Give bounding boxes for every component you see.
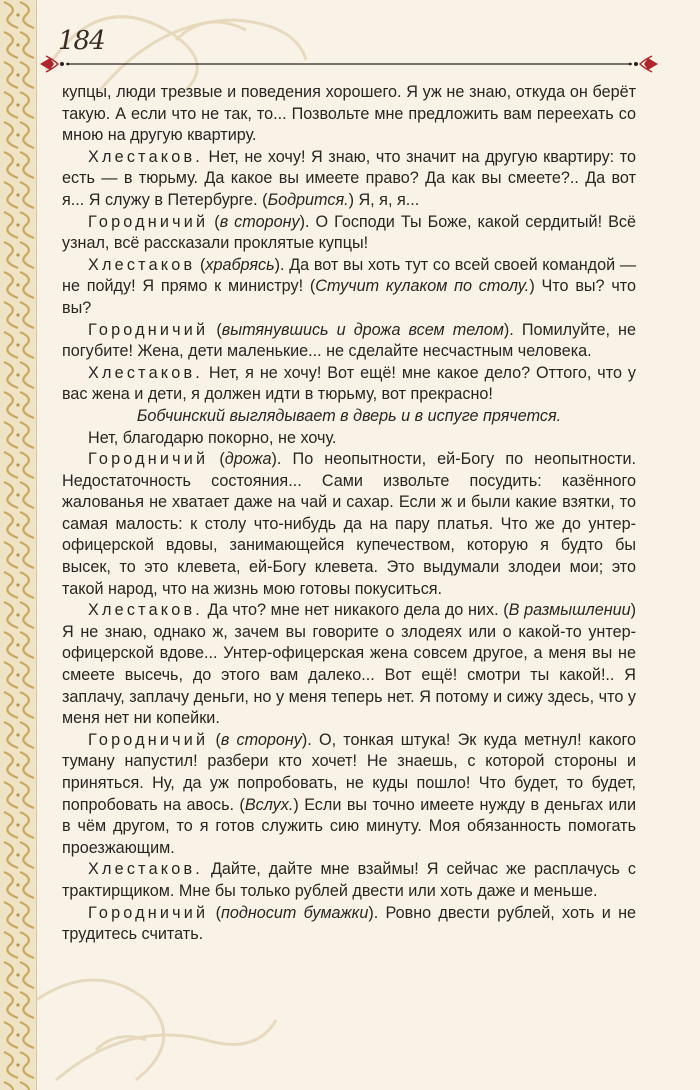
line-text: ( [208,903,221,922]
remark: дрожа [224,450,272,469]
speaker-name: Городничий [88,212,209,231]
paragraph [62,255,636,320]
line-text: ( [208,212,220,231]
line-text: Да что? мне нет никакого дела до них. ( [202,601,509,620]
line-text: Дайте, дайте мне взаймы! Я сейчас же расплачусь с трактирщиком. Мне бы только рублей двести или хоть даже и меньше. [62,860,636,900]
line-text: ). Ровно двести рублей, хоть и не трудитесь считать. [62,903,637,944]
remark: В размышлении [508,601,631,620]
play-text [62,82,636,946]
paragraph [62,212,636,255]
remark: храбрясь [205,255,275,274]
remark: Бобчинский выглядывает в дверь и в испуге прячется. [136,406,562,425]
speaker-name: Хлестаков [88,255,196,274]
decorative-border [0,0,37,1090]
speaker-name: Городничий [88,903,209,922]
line-text: ). О Господи Ты Боже, какой сердитый! Всё узнал, всё рассказали проклятые купцы! [62,212,636,253]
stage-direction [62,406,636,428]
remark: вытянувшись и дрожа всем телом [221,320,504,339]
remark: Вслух. [244,795,294,814]
line-text: ). Да вот вы хоть тут со всей своей командой — не пойду! Я прямо к министру! ( [62,255,637,296]
paragraph [62,859,636,902]
line-text: ) Я, я, я... [348,190,420,209]
line-text: ( [208,450,225,469]
line-text: ). По неопытности, ей-Богу по неопытности. Недостаточность состояния... Сами извольте посудить: казённого жалованья не хватает даже на чай и сахар. Если ж и были какие взятки, то самая малость: к столу что-нибудь да на пару платья. Что же до унтер-офицерской вдовы, занимающейся купечеством, которую я будто бы высек, то это клевета, ей-Богу клевета. Это выдумали злодеи мои; это такой народ, что на жизнь мою готовы покуситься. [62,450,636,598]
remark: Бодрится. [267,190,349,209]
speaker-name: Городничий [88,730,209,749]
left-ornament-icon [40,56,69,72]
paragraph [62,600,636,730]
line-text: купцы, люди трезвые и поведения хорошего. Я уж не знаю, откуда он берёт такую. А если что не так, то... Позвольте мне предложить вам переехать со мною на другую квартиру. [62,83,636,145]
speaker-name: Хлестаков. [88,601,203,620]
border-pattern-icon [0,0,36,1090]
paragraph [62,449,636,600]
remark: Стучит кулаком по столу. [315,277,530,296]
speaker-name: Хлестаков. [88,363,203,382]
paragraph [62,428,636,450]
line-text: ( [195,255,206,274]
paragraph [62,320,636,363]
speaker-name: Хлестаков. [88,860,203,879]
remark: в сторону [220,730,302,749]
line-text: Нет, не хочу! Я знаю, что значит на другую квартиру: то есть — в тюрьму. Да какое вы имеете право? Да как вы смеете?.. Да вот я... Я служу в Петербурге. ( [62,147,636,209]
paragraph [62,363,636,406]
line-text: ( [208,320,222,339]
right-ornament-icon [629,56,658,72]
remark: подносит бумажки [220,903,369,922]
speaker-name: Хлестаков. [88,147,203,166]
header-rule [40,52,658,76]
line-text: ) Я не знаю, однако ж, зачем вы говорите о злодеях или о какой-то унтер-офицерской вдове... Унтер-офицерская жена совсем другое, а меня вы не смеете высечь, до этого вам далеко... Вот ещё! смотри ты какой!.. Я заплачу, заплачу деньги, но у меня теперь нет. Я потому и сижу здесь, что у меня нет ни копейки. [62,601,636,728]
line-text: ). Помилуйте, не погубите! Жена, дети маленькие... не сделайте несчастным человека. [62,320,636,361]
speaker-name: Городничий [88,450,209,469]
line-text: ). О, тонкая штука! Эк куда метнул! какого туману напустил! разбери кто хочет! Не знаешь, с которой стороны и приняться. Ну, да уж попробовать, не куды пошло! Что будет, то будет, попробовать на авось. ( [62,730,637,814]
flourish-bottom-icon [36,960,296,1090]
line-text: ) Если вы точно имеете нужду в деньгах или в чём другом, то я готов служить сию минуту. Моя обязанность помогать проезжающим. [62,795,637,857]
paragraph [62,730,636,860]
paragraph [62,903,636,946]
remark: в сторону [219,212,300,231]
speaker-name: Городничий [88,320,209,339]
line-text: Нет, благодарю покорно, не хочу. [88,428,337,447]
page-number: 184 [58,26,105,56]
line-text: ( [208,730,221,749]
line-text: Нет, я не хочу! Вот ещё! мне какое дело? Оттого, что у вас жена и дети, я должен идти в тюрьму, вот прекрасно! [62,363,636,404]
paragraph [62,82,636,147]
line-text: ) Что вы? что вы? [62,277,637,317]
paragraph [62,147,636,212]
